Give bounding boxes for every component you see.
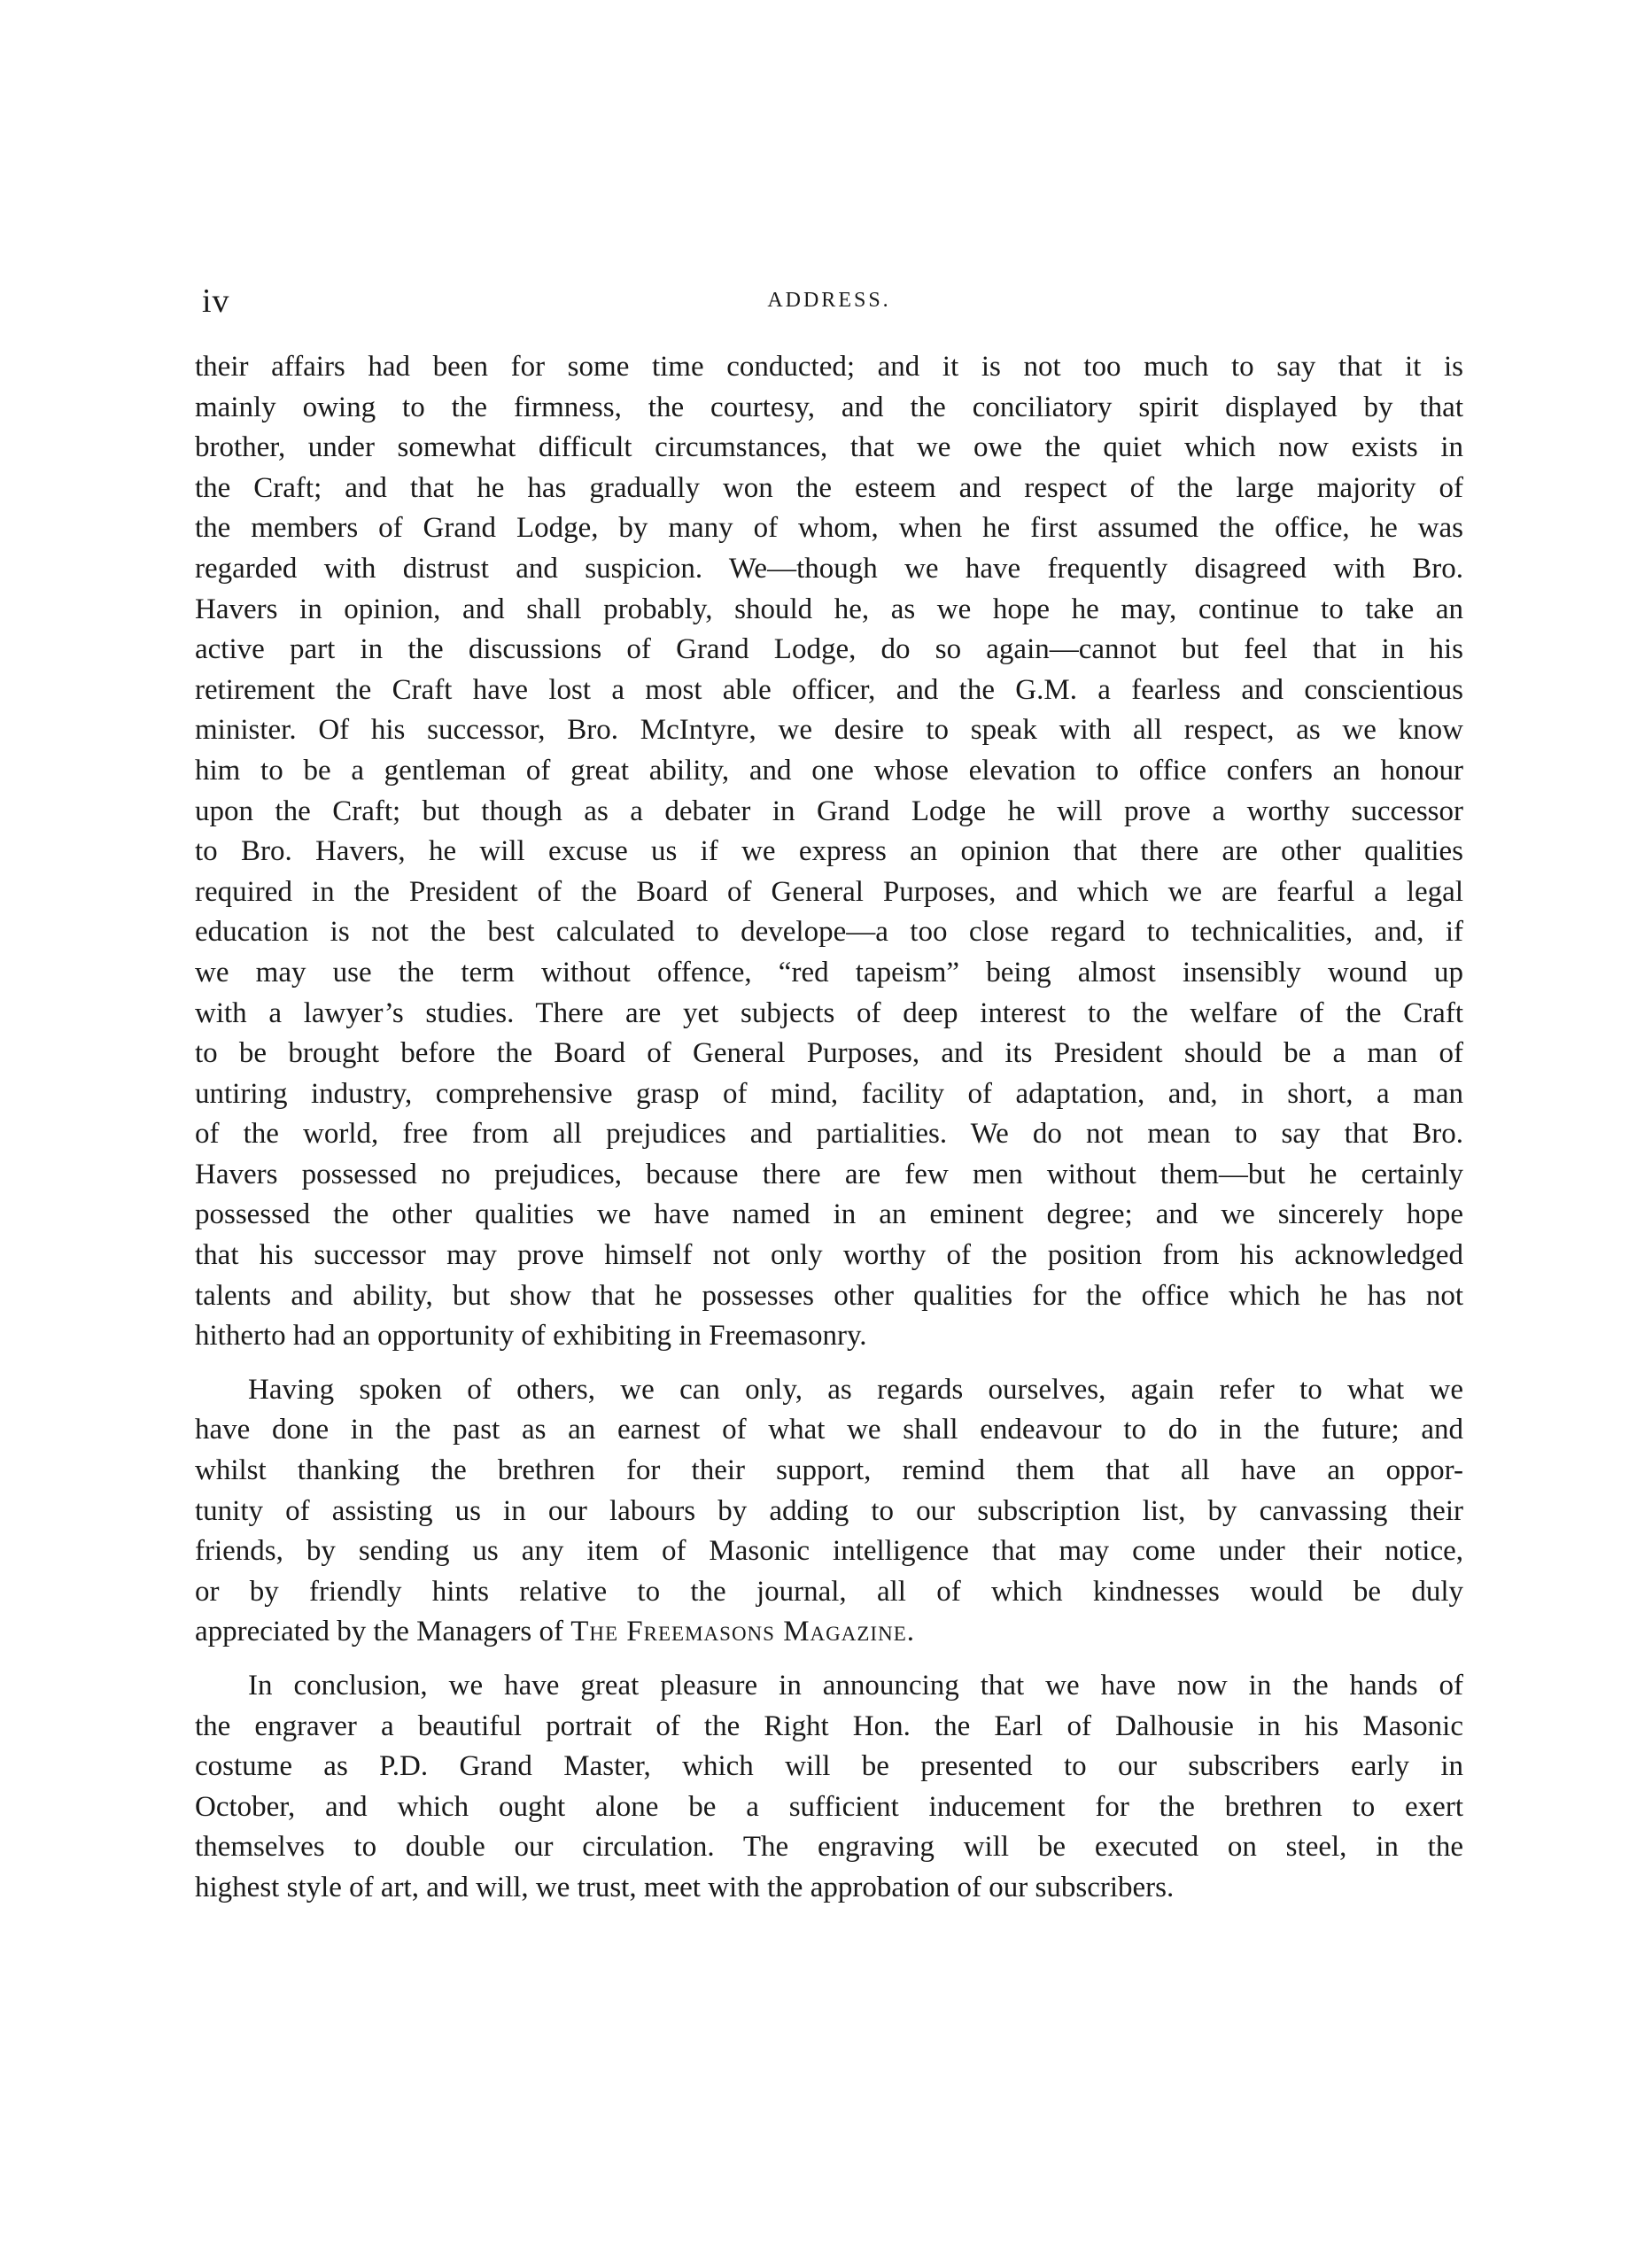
text-line: their affairs had been for some time conducted; and it is not too much to say that it is	[195, 351, 1463, 383]
running-title: ADDRESS.	[767, 289, 891, 312]
text-line: tunity of assisting us in our labours by adding to our subscription list, by canvassing their	[195, 1494, 1463, 1527]
text-line: regarded with distrust and suspicion. We—though we have frequently disagreed with Bro.	[195, 552, 1463, 585]
text-line: upon the Craft; but though as a debater in Grand Lodge he will prove a worthy successor	[195, 795, 1463, 827]
text-line: Having spoken of others, we can only, as regards ourselves, again refer to what we	[248, 1373, 1463, 1406]
text-line: the Craft; and that he has gradually won the esteem and respect of the large majority of	[195, 471, 1463, 504]
paragraph	[195, 1666, 1463, 1909]
text-line: untiring industry, comprehensive grasp of mind, facility of adaptation, and, in short, a man	[195, 1077, 1463, 1110]
text-line: minister. Of his successor, Bro. McIntyre, we desire to speak with all respect, as we know	[195, 714, 1463, 747]
page	[195, 282, 1463, 1909]
closing-punctuation: .	[906, 1616, 914, 1648]
text-line: In conclusion, we have great pleasure in announcing that we have now in the hands of	[248, 1670, 1463, 1702]
text-line: the members of Grand Lodge, by many of whom, when he first assumed the office, he was	[195, 512, 1463, 545]
body-text	[195, 347, 1463, 1909]
text-line: October, and which ought alone be a sufficient inducement for the brethren to exert	[195, 1790, 1463, 1823]
text-line: him to be a gentleman of great ability, and one whose elevation to office confers an honour	[195, 754, 1463, 787]
text-line: costume as P.D. Grand Master, which will be presented to our subscribers early in	[195, 1750, 1463, 1783]
text-line: with a lawyer’s studies. There are yet subjects of deep interest to the welfare of the Craft	[195, 996, 1463, 1029]
text-line: that his successor may prove himself not only worthy of the position from his acknowledged	[195, 1239, 1463, 1272]
text-line: Havers in opinion, and shall probably, should he, as we hope he may, continue to take an	[195, 593, 1463, 625]
text-line: possessed the other qualities we have named in an eminent degree; and we sincerely hope	[195, 1198, 1463, 1231]
text-line: Havers possessed no prejudices, because there are few men without them—but he certainly	[195, 1158, 1463, 1190]
text-line: active part in the discussions of Grand Lodge, do so again—cannot but feel that in his	[195, 633, 1463, 666]
text-line: education is not the best calculated to develope—a too close regard to technicalities, and, if	[195, 916, 1463, 949]
text-line: have done in the past as an earnest of what we shall endeavour to do in the future; and	[195, 1414, 1463, 1446]
text-line: mainly owing to the firmness, the courtesy, and the conciliatory spirit displayed by that	[195, 391, 1463, 423]
text-line: of the world, free from all prejudices and partialities. We do not mean to say that Bro.	[195, 1118, 1463, 1151]
closing-text: appreciated by the Managers of	[195, 1616, 571, 1648]
paragraph	[195, 347, 1463, 1357]
running-head	[195, 282, 1463, 326]
text-line: to be brought before the Board of General Purposes, and its President should be a man of	[195, 1037, 1463, 1070]
text-line: highest style of art, and will, we trust, meet with the approbation of our subscribers.	[195, 1871, 1175, 1903]
text-line: friends, by sending us any item of Masonic intelligence that may come under their notice,	[195, 1535, 1463, 1568]
text-line	[195, 1612, 1463, 1653]
text-line: whilst thanking the brethren for their support, remind them that all have an oppor-	[195, 1454, 1463, 1487]
text-line: required in the President of the Board of General Purposes, and which we are fearful a legal	[195, 875, 1463, 908]
magazine-title: The Freemasons Magazine	[570, 1616, 907, 1648]
text-line: hitherto had an opportunity of exhibiting in Freemasonry.	[195, 1320, 867, 1353]
text-line: to Bro. Havers, he will excuse us if we express an opinion that there are other qualities	[195, 835, 1463, 868]
text-line: or by friendly hints relative to the journal, all of which kindnesses would be duly	[195, 1575, 1463, 1608]
text-line: brother, under somewhat difficult circumstances, that we owe the quiet which now exists in	[195, 431, 1463, 464]
paragraph	[195, 1370, 1463, 1653]
page-number: iv	[202, 283, 230, 320]
text-line: talents and ability, but show that he possesses other qualities for the office which he has not	[195, 1279, 1463, 1312]
text-line: the engraver a beautiful portrait of the Right Hon. the Earl of Dalhousie in his Masonic	[195, 1709, 1463, 1742]
text-line: themselves to double our circulation. The engraving will be executed on steel, in the	[195, 1831, 1463, 1864]
text-line: we may use the term without offence, “red tapeism” being almost insensibly wound up	[195, 956, 1463, 988]
text-line: retirement the Craft have lost a most able officer, and the G.M. a fearless and conscientious	[195, 673, 1463, 706]
